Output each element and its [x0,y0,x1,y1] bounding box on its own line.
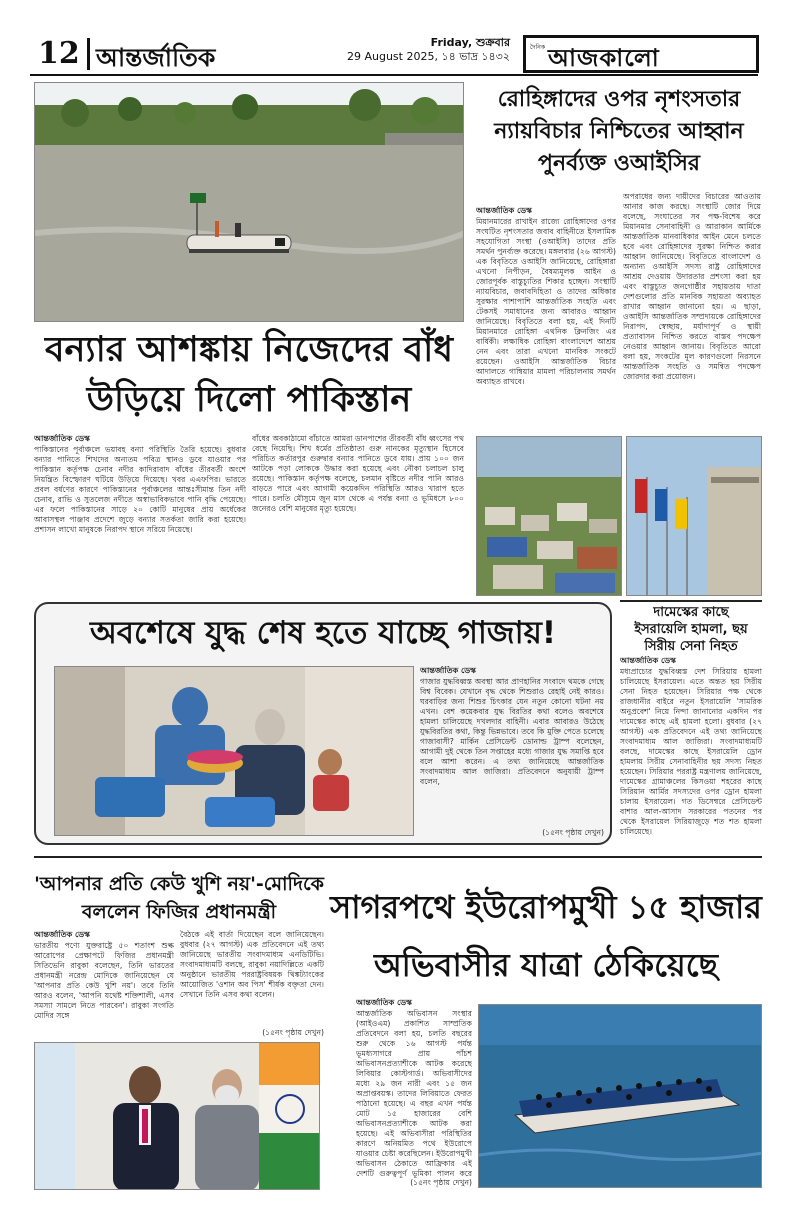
fiji-body-text-left: ভারতীয় পণ্যে যুক্তরাষ্ট্রে ৫০ শতাংশ শুল্ক আরোপের প্রেক্ষাপটে ফিজির প্রধানমন্ত্রী সিতিভেনি রাবুকা বলেছেন, তিনি ভারতের প্রধানমন্ত্রী নরেন্দ্র মোদিকে জানিয়েছেন যে 'আপনার প্রতি কেউ খুশি নয়'। তবে তিনি আরও বলেন, 'আপনি যথেষ্ট শক্তিশালী, এসব সমস্যা সামলে নিতে পারবেন'। রাবুকা সংগতি মোদির সঙ্গে [34,941,174,1020]
rohingya-headline-line-2: ন্যায়বিচার নিশ্চিতের আহ্বান [494,119,744,144]
fiji-headline [34,870,324,926]
rohingya-body-text-left: মিয়ানমারের রাখাইন রাজ্যে রোহিঙ্গাদের ওপর সংঘটিত নৃশংসতার জবাব বাহিনীতে ইসলামিক সহযোগিতা সংস্থা (ওআইসি) তাদের প্রতি সমর্থন পুনর্ব্যক্ত করেছে। মঙ্গলবার (২৬ আগস্ট) এক বিবৃতিতে ওআইসি জানিয়েছে, রোহিঙ্গারা এখনো নিপীড়ন, বৈষম্যমূলক আইন ও জোরপূর্বক বাস্তুচ্যুতির শিকার হচ্ছেন। সংস্থাটি ন্যায়বিচার, জবাবদিহিতা ও তাদের অধিকার সুরক্ষার পাশাপাশি আন্তর্জাতিক সংহতি এবং টেকসই সমাধানের জন্য আবারও আহ্বান জানিয়েছে। বিবৃতিতে বলা হয়, এই দিনটি মিয়ানমারে রোহিঙ্গা এথনিক ক্লিনজিং এর বার্ষিকী। লক্ষাধিক রোহিঙ্গা বাংলাদেশে আশ্রয় নেন এবং তারা এখনো মানবিক সংকটে রয়েছেন। ওআইসি আন্তর্জাতিক বিচার আদালতে গাম্বিয়ার মামলা পরিচালনায় সমর্থন অব্যাহত রাখবে। [476,217,616,386]
damascus-headline-line-3: সিরীয় সেনা নিহত [644,639,738,654]
rohingya-body-right [623,192,761,430]
damascus-body [620,656,762,850]
rohingya-body-left [476,206,616,430]
dateline [347,36,510,64]
libya-continuation: (১৫নং পৃষ্ঠায় দেখুন) [410,1178,472,1187]
fiji-body-left [34,930,174,1036]
fiji-headline-line-1: 'আপনার প্রতি কেউ খুশি নয়'-মোদিকে [34,873,324,895]
damascus-desk: আন্তর্জাতিক ডেস্ক [620,656,676,665]
flags-photo [626,436,762,596]
rohingya-body-text-right: অপরাধের জন্য দায়ীদের বিচারের আওতায় আনার কাজ করছে। সংস্থাটি জোর দিয়ে বলেছে, সংঘাতের সব পক্ষ-বিশেষ করে মিয়ানমার সেনাবাহিনী ও আরাকান আর্মিকে আন্তর্জাতিক মানবাধিকার আইন মেনে চলতে হবে এবং রোহিঙ্গাদের সুরক্ষা নিশ্চিত করার আহ্বান জানিয়েছে। বিবৃতিতে বাংলাদেশ ও অন্যান্য ওআইসি সদস্য রাষ্ট্র রোহিঙ্গাদের আশ্রয় দেওয়ায় উদারতার প্রশংসা করা হয় এবং বাস্তুচ্যুত জনগোষ্ঠীর সহায়তায় দাতা দেশগুলোর প্রতি মানবিক সহায়তা অব্যাহত রাখার আহ্বান জানানো হয়। এ ছাড়া, ওআইসি আন্তর্জাতিক সম্প্রদায়কে রোহিঙ্গাদের নিরাপদ, স্বেচ্ছায়, মর্যাদাপূর্ণ ও স্থায়ী প্রত্যাবাসন নিশ্চিত করতে বাস্তব পদক্ষেপ নেওয়ার আহ্বান জানায়। বিবৃতিতে আরো বলা হয়, সংকটের মূল কারণগুলো নিরসনে আন্তর্জাতিক সংহতি ও সমন্বিত পদক্ষেপ জোরদার করা প্রয়োজন। [623,192,761,381]
header-separator [87,38,90,70]
refugee-camp-photo [476,436,622,596]
damascus-top-rule [620,600,762,602]
libya-headline-line-2: অভিবাসীর যাত্রা ঠেকিয়েছে [373,946,719,984]
migrant-boat-illustration [479,1005,762,1188]
fiji-modi-photo [34,1042,320,1190]
fiji-modi-illustration [35,1043,320,1190]
lower-section-rule [34,856,762,858]
fiji-body-text-right: বৈঠকে এই বার্তা দিয়েছেন বলে জানিয়েছেন। বুধবার (২৭ আগস্ট) এক প্রতিবেদনে এই তথ্য জানিয়েছে ভারতীয় সংবাদমাধ্যম এনডিটিভি। সংবাদমাধ্যমটি বলছে, রাবুকা নয়াদিল্লিতে একটি অনুষ্ঠানে ভারতীয় পররাষ্ট্রবিষয়ক থিঙ্কট্যাংকের আয়োজিত 'ওশান অব পিস' শীর্ষক বক্তৃতা দেন। সেখানে তিনি এসব কথা বলেন। [180,930,324,999]
libya-headline-line-1: সাগরপথে ইউরোপমুখী ১৫ হাজার [330,888,762,926]
flood-photo-illustration [35,83,464,322]
migrant-boat-photo [478,1004,762,1188]
issue-date: 29 August 2025, ১৪ ভাদ্র ১৪৩২ [346,50,510,63]
gaza-body-text: গাজার যুদ্ধবিধ্বস্ত অবস্থা আর প্রাণহানির সংবাদে থমকে গেছে বিশ্ব বিবেক। যেখানে বৃদ্ধ থেকে শিশুরাও রেহাই নেই কারও। ঘরবাড়ির জন্য শিশুর চিৎকার যেন নতুন কোনো ঘটনা নয় এখন। বেশ কয়েকবার যুদ্ধ বিরতির কথা বলেও অবশেষে হামলা চালিয়েছে দখলদার বাহিনী। এবার আবারও উঠেছে যুদ্ধবিরতির কথা, কিন্তু ভিন্নভাবে। তবে কি মুক্তি পেতে চলেছে গাজাবাসী? মার্কিন প্রেসিডেন্ট ডোনাল্ড ট্রাম্প বলেছেন, আগামী দুই থেকে তিন সপ্তাহের মধ্যে গাজার যুদ্ধ সমাপ্তি হবে বলে আশা করেন। এ তথ্য জানিয়েছে আন্তর্জাতিক সংবাদমাধ্যম আল জাজিরা। প্রতিবেদনে অনুযায়ী ট্রাম্প বলেন, [420,677,604,786]
pakistan-body-text-left: পাকিস্তানের পূর্বাঞ্চলে ভয়াবহ বন্যা পরিস্থিতি তৈরি হয়েছে। বুধবার বন্যার পানিতে শিখদের অন্যতম পবিত্র স্থানও ডুবে যাওয়ার পর পাকিস্তান কর্তৃপক্ষ চেনাব নদীর কাদিরাবাদ বাঁধের তীরবর্তী অংশে নিয়ন্ত্রিত বিস্ফোরণ ঘটিয়ে উড়িয়ে দিয়েছে। খবর এএফপির। ভারতে প্রবল বর্ষণের কারণে পাকিস্তানের পূর্বাঞ্চলের আন্তঃসীমান্ত তিন নদী চেনাব, রাভি ও সুতলেজ নদীতে অস্বাভাবিকভাবে পানি বৃদ্ধি পেয়েছে। এর ফলে পাকিস্তানের সাড়ে ২০ কোটি মানুষের প্রায় অর্ধেকের আবাসস্থল পাঞ্জাব প্রদেশে জুড়ে বন্যার সতর্কতা জারি করা হয়েছে। প্রশাসন লাখো মানুষকে নিরাপদ স্থানে সরিয়ে নিয়েছে। [34,445,246,534]
damascus-body-text: মধ্যপ্রাচ্যের যুদ্ধবিধ্বস্ত দেশ সিরিয়ায় হামলা চালিয়েছে ইসরায়েল। এতে অন্তত ছয় সিরীয় সেনা নিহত হয়েছেন। সিরিয়ার পক্ষ থেকে রাজধানীর বাইরে নতুন ইসরায়েলি 'সামরিক অনুপ্রবেশ' নিয়ে নিন্দা জানানোর একদিন পর দামেস্কের কাছে এই হামলা হলো। বুধবার (২৭ আগস্ট) এক প্রতিবেদনে এই তথ্য জানিয়েছে সংবাদমাধ্যম আল জাজিরা। সংবাদমাধ্যমটি বলছে, দামেস্কের কাছে ইসরায়েলি ড্রোন হামলায় সিরীয় সেনাবাহিনীর ছয় সদস্য নিহত হয়েছেন। সিরিয়ার পররাষ্ট্র মন্ত্রণালয় জানিয়েছে, দামেস্কের গ্রামাঞ্চলের কিসওয়া শহরের কাছে সিরিয়ান আর্মির সদস্যদের ওপর ড্রোন হামলা চালায় ইসরায়েল। গত ডিসেম্বরে প্রেসিডেন্ট বাশার আল-আসাদ সরকারের পতনের পর থেকে ইসরায়েল সিরিয়াজুড়ে শত শত হামলা চালিয়েছে। [620,667,762,836]
masthead-name: আজকালো [548,44,660,72]
fiji-headline-line-2: বললেন ফিজির প্রধানমন্ত্রী [81,901,277,923]
pakistan-body-right [252,434,464,596]
pakistan-body-text-right: বাঁধের অবকাঠামো বাঁচাতে আমরা ডানপাশের তীরবর্তী বাঁধ ধ্বংসের পথ বেছে নিয়েছি। শিখ ধর্মের প্রতিষ্ঠাতা গুরু নানকের মৃত্যুস্থান হিসেবে পরিচিত কর্তারপুর গুরুদ্বার বন্যার পানিতে ডুবে যায়। প্রায় ১০০ জন আটকে পড়া লোককে উদ্ধার করা হয়েছে এবং নৌকা চলাচল চালু রয়েছে। পাকিস্তান কর্তৃপক্ষ বলেছে, চলমান বৃষ্টিতে নদীর পানি আরও বাড়তে পারে এবং আগামী কয়েকদিন পরিস্থিতি আরও খারাপ হতে পারে। চলতি মৌসুমে জুন মাস থেকে এ পর্যন্ত বন্যা ও ভূমিধসে ৮০০ জনেরও বেশি মানুষের মৃত্যু হয়েছে। [252,434,464,513]
libya-desk: আন্তর্জাতিক ডেস্ক [356,998,412,1007]
gaza-illustration [55,667,414,836]
masthead-small-label: দৈনিক [530,44,546,51]
fiji-continuation: (১৫নং পৃষ্ঠায় দেখুন) [262,1028,324,1037]
rohingya-headline-line-3: পুনর্ব্যক্ত ওআইসির [538,151,700,176]
masthead-logo [523,35,759,73]
flood-photo [34,82,464,322]
pakistan-body-left [34,434,246,596]
rohingya-headline-line-1: রোহিঙ্গাদের ওপর নৃশংসতার [497,87,741,112]
pakistan-headline-line-2: উড়িয়ে দিলো পাকিস্তান [86,380,412,420]
damascus-headline-line-2: ইসরায়েলি হামলা, ছয় [634,622,748,637]
gaza-continuation: (১৫নং পৃষ্ঠায় দেখুন) [542,828,604,837]
damascus-headline [620,604,762,655]
gaza-body [420,666,604,826]
flags-illustration [627,437,762,596]
pakistan-headline-line-1: বন্যার আশঙ্কায় নিজেদের বাঁধ [45,330,453,370]
damascus-headline-line-1: দামেস্কের কাছে [653,605,729,620]
rohingya-desk: আন্তর্জাতিক ডেস্ক [476,206,532,215]
gaza-photo [54,666,414,836]
header-rule [30,74,758,76]
libya-body-text: আন্তর্জাতিক অভিবাসন সংস্থার (আইওএম) প্রকাশিত সাম্প্রতিক প্রতিবেদনে বলা হয়, চলতি বছরের শুরু থেকে ১৬ আগস্ট পর্যন্ত ভূমধ্যসাগরে প্রায় পাঁচশ অভিবাসনপ্রত্যাশীকে আটক করেছে লিবিয়ার কোস্টগার্ড। অভিবাসীদের মধ্যে ২৯ জন নারী এবং ১৫ জন অপ্রাপ্তবয়স্ক। তাদের লিবিয়াতে ফেরত পাঠানো হয়েছে। এ বছর এখন পর্যন্ত মোট ১৫ হাজারের বেশি অভিবাসনপ্রত্যাশীকে আটক করা হয়েছে। এই অভিবাসীরা পরিস্থিতির কারণে অনিয়মিত পথে ইউরোপে যাওয়ার চেষ্টা করেছিলেন। ইউরোপমুখী অভিবাসন ঠেকাতে আফ্রিকার এই দেশটি গুরুত্বপূর্ণ ভূমিকা পালন করে [356,1009,472,1178]
fiji-desk: আন্তর্জাতিক ডেস্ক [34,930,90,939]
libya-body [356,998,472,1178]
issue-day: Friday, শুক্রবার [430,36,510,49]
pakistan-desk: আন্তর্জাতিক ডেস্ক [34,434,90,443]
pakistan-headline [34,325,464,425]
refugee-camp-illustration [477,437,622,596]
page-number: 12 [38,36,80,71]
rohingya-headline [476,84,762,180]
gaza-headline: অবশেষে যুদ্ধ শেষ হতে যাচ্ছে গাজায়! [89,615,557,651]
fiji-body-right [180,930,324,1026]
section-title: আন্তর্জাতিক [96,43,216,72]
gaza-desk: আন্তর্জাতিক ডেস্ক [420,666,476,675]
